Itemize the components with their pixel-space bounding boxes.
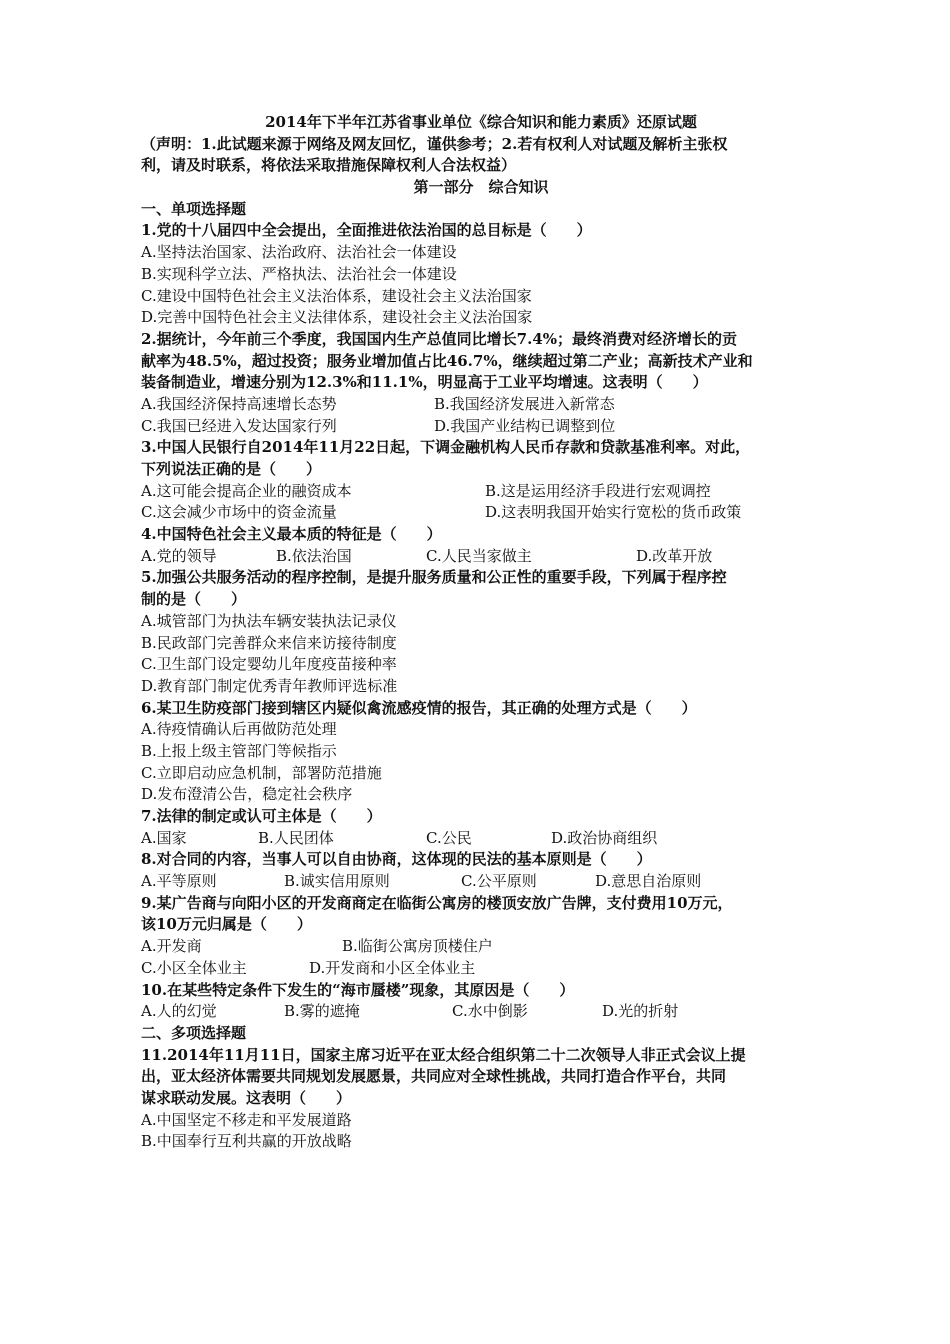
question-6-option: A.待疫情确认后再做防范处理 [141,720,337,739]
question-10-option: C.水中倒影 [452,1002,528,1021]
question-9-option: B.临街公寓房顶楼住户 [342,937,493,956]
question-7-options-row [141,828,821,850]
question-2-option: D.我国产业结构已调整到位 [434,416,616,435]
question-3-stem: 下列说法正确的是（ ） [141,460,322,478]
question-6-option: B.上报上级主管部门等候指示 [141,741,337,760]
question-8-option: D.意思自治原则 [595,872,702,891]
question-3-option: C.这会减少市场中的资金流量 [141,503,337,522]
page-title: 2014年下半年江苏省事业单位《综合知识和能力素质》还原试题 [265,113,697,131]
question-6-stem: 6.某卫生防疫部门接到辖区内疑似禽流感疫情的报告，其正确的处理方式是（ ） [141,698,697,717]
question-7-option: A.国家 [141,828,187,847]
question-6-option: C.立即启动应急机制，部署防范措施 [141,763,382,782]
question-5-option: A.城管部门为执法车辆安装执法记录仪 [141,611,397,630]
question-10-option: D.光的折射 [602,1002,679,1021]
question-5-option: B.民政部门完善群众来信来访接待制度 [141,633,397,652]
question-4-stem: 4.中国特色社会主义最本质的特征是（ ） [141,525,442,544]
question-2-stem: 献率为48.5%，超过投资；服务业增加值占比46.7%，继续超过第二产业；高新技术产业和 [141,351,753,370]
question-7-option: B.人民团体 [258,828,334,847]
question-2-options-row [141,416,821,438]
question-11-option: B.中国奉行互利共赢的开放战略 [141,1132,352,1151]
question-8-option: C.公平原则 [461,872,537,891]
question-11-stem: 11.2014年11月11日，国家主席习近平在亚太经合组织第二十二次领导人非正式会议上提 [141,1045,746,1064]
section-heading-multiple-choice: 二、多项选择题 [141,1023,247,1042]
part-title: 第一部分 综合知识 [413,178,549,197]
question-1-option: B.实现科学立法、严格执法、法治社会一体建设 [141,264,457,283]
question-2-options-row [141,394,821,416]
question-8-options-row [141,871,821,893]
question-9-options-row [141,958,821,980]
question-5-option: D.教育部门制定优秀青年教师评选标准 [141,676,398,695]
question-9-option: A.开发商 [141,937,202,956]
question-2-option: C.我国已经进入发达国家行列 [141,416,337,435]
question-11-option: A.中国坚定不移走和平发展道路 [141,1110,352,1129]
question-8-option: B.诚实信用原则 [284,872,390,891]
question-1-option: A.坚持法治国家、法治政府、法治社会一体建设 [141,243,457,262]
question-4-options-row [141,546,821,568]
question-2-option: A.我国经济保持高速增长态势 [141,394,337,413]
question-4-option: C.人民当家做主 [426,546,532,565]
question-3-option: D.这表明我国开始实行宽松的货币政策 [485,503,742,522]
question-3-options-row [141,481,821,503]
question-5-stem: 5.加强公共服务活动的程序控制，是提升服务质量和公正性的重要手段，下列属于程序控 [141,568,727,587]
question-6-option: D.发布澄清公告，稳定社会秩序 [141,785,353,804]
question-2-option: B.我国经济发展进入新常态 [434,394,615,413]
question-3-options-row [141,502,821,524]
question-2-stem: 装备制造业，增速分别为12.3%和11.1%，明显高于工业平均增速。这表明（ ） [141,373,708,392]
question-3-option: A.这可能会提高企业的融资成本 [141,481,352,500]
question-8-stem: 8.对合同的内容，当事人可以自由协商，这体现的民法的基本原则是（ ） [141,850,652,869]
exam-page [141,112,821,1153]
question-7-option: C.公民 [426,828,472,847]
question-2-stem: 2.据统计，今年前三个季度，我国国内生产总值同比增长7.4%；最终消费对经济增长的贡 [141,329,738,348]
question-3-option: B.这是运用经济手段进行宏观调控 [485,481,711,500]
question-9-stem: 该10万元归属是（ ） [141,915,312,934]
question-7-stem: 7.法律的制定或认可主体是（ ） [141,807,382,825]
question-10-option: A.人的幻觉 [141,1002,217,1021]
question-9-option: D.开发商和小区全体业主 [309,958,476,977]
question-10-stem: 10.在某些特定条件下发生的“海市蜃楼”现象，其原因是（ ） [141,980,575,999]
question-1-stem: 1.党的十八届四中全会提出，全面推进依法治国的总目标是（ ） [141,221,592,240]
question-10-option: B.雾的遮掩 [284,1002,360,1021]
notice-line: 利，请及时联系，将依法采取措施保障权利人合法权益） [141,156,517,175]
question-5-stem: 制的是（ ） [141,590,247,609]
question-11-stem: 谋求联动发展。这表明（ ） [141,1088,352,1107]
question-9-option: C.小区全体业主 [141,958,247,977]
question-10-options-row [141,1001,821,1023]
question-9-options-row [141,936,821,958]
question-4-option: B.依法治国 [276,546,352,565]
question-3-stem: 3.中国人民银行自2014年11月22日起，下调金融机构人民币存款和贷款基准利率。对此， [141,438,751,457]
question-1-option: D.完善中国特色社会主义法律体系，建设社会主义法治国家 [141,308,533,327]
question-5-option: C.卫生部门设定婴幼儿年度疫苗接种率 [141,655,397,674]
question-4-option: A.党的领导 [141,546,217,565]
question-9-stem: 9.某广告商与向阳小区的开发商商定在临街公寓房的楼顶安放广告牌，支付费用10万元， [141,893,733,912]
question-11-stem: 出，亚太经济体需要共同规划发展愿景，共同应对全球性挑战，共同打造合作平台，共同 [141,1067,727,1086]
question-8-option: A.平等原则 [141,872,217,891]
question-7-option: D.政治协商组织 [551,828,658,847]
question-1-option: C.建设中国特色社会主义法治体系，建设社会主义法治国家 [141,286,532,305]
question-4-option: D.改革开放 [636,546,713,565]
section-heading-single-choice: 一、单项选择题 [141,199,247,218]
notice-line: （声明：1.此试题来源于网络及网友回忆，谨供参考；2.若有权利人对试题及解析主张权 [141,134,728,153]
